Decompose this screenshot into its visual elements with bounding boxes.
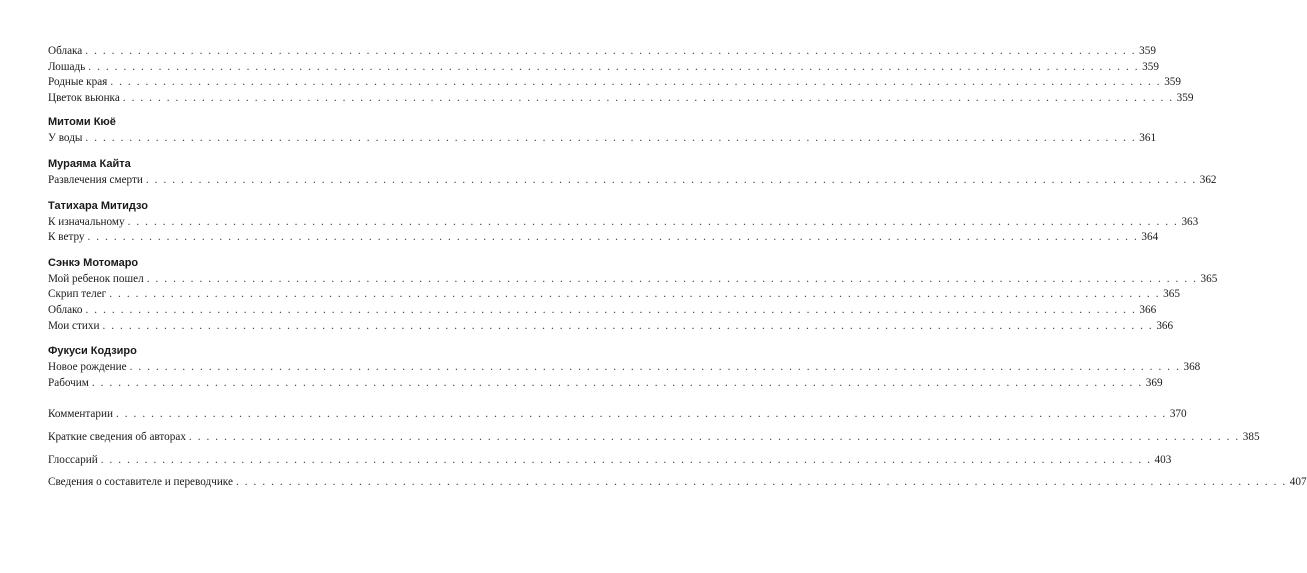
toc-entry	[48, 430, 1260, 446]
entry-page: 361	[1139, 132, 1157, 145]
dot-leader: . . . . . . . . . . . . . . . . . . . . . . . . . . . . . . . . . . . . . . . . . . . . . . . . . . . . . . . . . . . . . . . . . . . . . . . . . . . . . . . . . . . . . . . . . . . . . . . . . . . . . . . . . . . . . . . . . . . . . . . .	[115, 408, 1167, 421]
toc-author-section	[48, 157, 1217, 189]
entry-title: Облако	[48, 303, 83, 316]
entry-page: 365	[1163, 288, 1180, 301]
entry-title: Лошадь	[48, 60, 86, 73]
entry-title: Мой ребенок пошел	[48, 272, 144, 285]
toc-entry	[48, 44, 1156, 60]
dot-leader: . . . . . . . . . . . . . . . . . . . . . . . . . . . . . . . . . . . . . . . . . . . . . . . . . . . . . . . . . . . . . . . . . . . . . . . . . . . . . . . . . . . . . . . . . . . . . . . . . . . . . . . . . . . . . . . . . . . . . . . .	[129, 361, 1181, 374]
entry-title: Скрип телег	[48, 288, 107, 301]
entry-title: Комментарии	[48, 408, 113, 421]
toc-entry	[48, 287, 1180, 303]
dot-leader: . . . . . . . . . . . . . . . . . . . . . . . . . . . . . . . . . . . . . . . . . . . . . . . . . . . . . . . . . . . . . . . . . . . . . . . . . . . . . . . . . . . . . . . . . . . . . . . . . . . . . . . . . . . . . . . . . . . . . . . .	[85, 303, 1137, 316]
dot-leader: . . . . . . . . . . . . . . . . . . . . . . . . . . . . . . . . . . . . . . . . . . . . . . . . . . . . . . . . . . . . . . . . . . . . . . . . . . . . . . . . . . . . . . . . . . . . . . . . . . . . . . . . . . . . . . . . . . . . . . . .	[146, 272, 1198, 285]
entry-page: 366	[1139, 303, 1157, 316]
toc-entry	[48, 272, 1218, 288]
entry-page: 359	[1164, 76, 1181, 89]
toc-entry	[48, 360, 1201, 376]
entry-page: 369	[1145, 376, 1163, 389]
toc-author-section	[48, 344, 1201, 391]
entry-title: Краткие сведения об авторах	[48, 430, 186, 443]
entry-page: 407	[1289, 476, 1307, 489]
dot-leader: . . . . . . . . . . . . . . . . . . . . . . . . . . . . . . . . . . . . . . . . . . . . . . . . . . . . . . . . . . . . . . . . . . . . . . . . . . . . . . . . . . . . . . . . . . . . . . . . . . . . . . . . . . . . . . . . . . . . . . . .	[85, 132, 1137, 145]
entry-page: 365	[1200, 272, 1218, 285]
author-heading: Сэнкэ Мотомаро	[48, 256, 139, 269]
toc-top-section	[48, 44, 1194, 106]
dot-leader: . . . . . . . . . . . . . . . . . . . . . . . . . . . . . . . . . . . . . . . . . . . . . . . . . . . . . . . . . . . . . . . . . . . . . . . . . . . . . . . . . . . . . . . . . . . . . . . . . . . . . . . . . . . . . . . . . . . . . . . .	[85, 45, 1137, 57]
toc-entry	[48, 230, 1159, 246]
entry-title: Рабочим	[48, 376, 89, 389]
entry-title: Глоссарий	[48, 453, 98, 466]
entry-page: 359	[1176, 91, 1194, 104]
dot-leader: . . . . . . . . . . . . . . . . . . . . . . . . . . . . . . . . . . . . . . . . . . . . . . . . . . . . . . . . . . . . . . . . . . . . . . . . . . . . . . . . . . . . . . . . . . . . . . . . . . . . . . . . . . . . . . . . . . . . . . . .	[235, 476, 1287, 489]
dot-leader: . . . . . . . . . . . . . . . . . . . . . . . . . . . . . . . . . . . . . . . . . . . . . . . . . . . . . . . . . . . . . . . . . . . . . . . . . . . . . . . . . . . . . . . . . . . . . . . . . . . . . . . . . . . . . . . . . . . . . . . .	[87, 231, 1139, 244]
author-heading: Фукуси Кодзиро	[48, 345, 137, 358]
table-of-contents	[48, 44, 1307, 498]
entry-page: 359	[1139, 45, 1156, 57]
entry-page: 370	[1169, 408, 1187, 421]
entry-title: Цветок вьюнка	[48, 91, 120, 104]
entry-title: Новое рождение	[48, 361, 127, 374]
entry-page: 362	[1199, 173, 1217, 186]
toc-appendix-section	[48, 407, 1307, 490]
dot-leader: . . . . . . . . . . . . . . . . . . . . . . . . . . . . . . . . . . . . . . . . . . . . . . . . . . . . . . . . . . . . . . . . . . . . . . . . . . . . . . . . . . . . . . . . . . . . . . . . . . . . . . . . . . . . . . . . . . . . . . . .	[188, 430, 1240, 443]
toc-author-section	[48, 199, 1199, 246]
dot-leader: . . . . . . . . . . . . . . . . . . . . . . . . . . . . . . . . . . . . . . . . . . . . . . . . . . . . . . . . . . . . . . . . . . . . . . . . . . . . . . . . . . . . . . . . . . . . . . . . . . . . . . . . . . . . . . . . . . . . . . . .	[100, 453, 1152, 466]
entry-title: У воды	[48, 132, 83, 145]
toc-entry	[48, 91, 1194, 107]
toc-entry	[48, 173, 1217, 189]
author-heading: Митоми Кюё	[48, 116, 116, 129]
dot-leader: . . . . . . . . . . . . . . . . . . . . . . . . . . . . . . . . . . . . . . . . . . . . . . . . . . . . . . . . . . . . . . . . . . . . . . . . . . . . . . . . . . . . . . . . . . . . . . . . . . . . . . . . . . . . . . . . . . . . . . . .	[91, 376, 1143, 389]
entry-title: Родные края	[48, 76, 108, 89]
entry-page: 364	[1141, 231, 1159, 244]
dot-leader: . . . . . . . . . . . . . . . . . . . . . . . . . . . . . . . . . . . . . . . . . . . . . . . . . . . . . . . . . . . . . . . . . . . . . . . . . . . . . . . . . . . . . . . . . . . . . . . . . . . . . . . . . . . . . . . . . . . . . . . .	[88, 60, 1140, 73]
toc-entry	[48, 319, 1174, 335]
toc-entry	[48, 376, 1163, 392]
entry-page: 368	[1183, 361, 1201, 374]
toc-entry	[48, 75, 1181, 91]
toc-entry	[48, 303, 1157, 319]
entry-title: Развлечения смерти	[48, 173, 143, 186]
entry-page: 363	[1181, 215, 1199, 228]
entry-title: Мои стихи	[48, 319, 100, 332]
dot-leader: . . . . . . . . . . . . . . . . . . . . . . . . . . . . . . . . . . . . . . . . . . . . . . . . . . . . . . . . . . . . . . . . . . . . . . . . . . . . . . . . . . . . . . . . . . . . . . . . . . . . . . . . . . . . . . . . . . . . . . . .	[127, 215, 1179, 228]
dot-leader: . . . . . . . . . . . . . . . . . . . . . . . . . . . . . . . . . . . . . . . . . . . . . . . . . . . . . . . . . . . . . . . . . . . . . . . . . . . . . . . . . . . . . . . . . . . . . . . . . . . . . . . . . . . . . . . . . . . . . . . .	[110, 76, 1162, 89]
toc-entry	[48, 475, 1307, 491]
dot-leader: . . . . . . . . . . . . . . . . . . . . . . . . . . . . . . . . . . . . . . . . . . . . . . . . . . . . . . . . . . . . . . . . . . . . . . . . . . . . . . . . . . . . . . . . . . . . . . . . . . . . . . . . . . . . . . . . . . . . . . . .	[145, 173, 1197, 186]
entry-title: Сведения о составителе и переводчике	[48, 476, 233, 489]
entry-title: К изначальному	[48, 215, 125, 228]
toc-entry	[48, 453, 1172, 469]
entry-page: 366	[1156, 319, 1174, 332]
author-heading: Татихара Митидзо	[48, 199, 148, 212]
entry-page: 385	[1242, 430, 1260, 443]
dot-leader: . . . . . . . . . . . . . . . . . . . . . . . . . . . . . . . . . . . . . . . . . . . . . . . . . . . . . . . . . . . . . . . . . . . . . . . . . . . . . . . . . . . . . . . . . . . . . . . . . . . . . . . . . . . . . . . . . . . . . . . .	[109, 288, 1161, 301]
author-heading: Мураяма Кайта	[48, 157, 131, 170]
dot-leader: . . . . . . . . . . . . . . . . . . . . . . . . . . . . . . . . . . . . . . . . . . . . . . . . . . . . . . . . . . . . . . . . . . . . . . . . . . . . . . . . . . . . . . . . . . . . . . . . . . . . . . . . . . . . . . . . . . . . . . . .	[122, 91, 1174, 104]
dot-leader: . . . . . . . . . . . . . . . . . . . . . . . . . . . . . . . . . . . . . . . . . . . . . . . . . . . . . . . . . . . . . . . . . . . . . . . . . . . . . . . . . . . . . . . . . . . . . . . . . . . . . . . . . . . . . . . . . . . . . . . .	[102, 319, 1154, 332]
toc-entry	[48, 131, 1157, 147]
entry-page: 359	[1142, 60, 1159, 73]
toc-entry	[48, 60, 1159, 76]
entry-title: Облака	[48, 45, 83, 57]
toc-author-section	[48, 256, 1218, 334]
toc-author-section	[48, 115, 1157, 147]
toc-entry	[48, 215, 1199, 231]
entry-page: 403	[1154, 453, 1172, 466]
toc-entry	[48, 407, 1187, 423]
entry-title: К ветру	[48, 231, 85, 244]
